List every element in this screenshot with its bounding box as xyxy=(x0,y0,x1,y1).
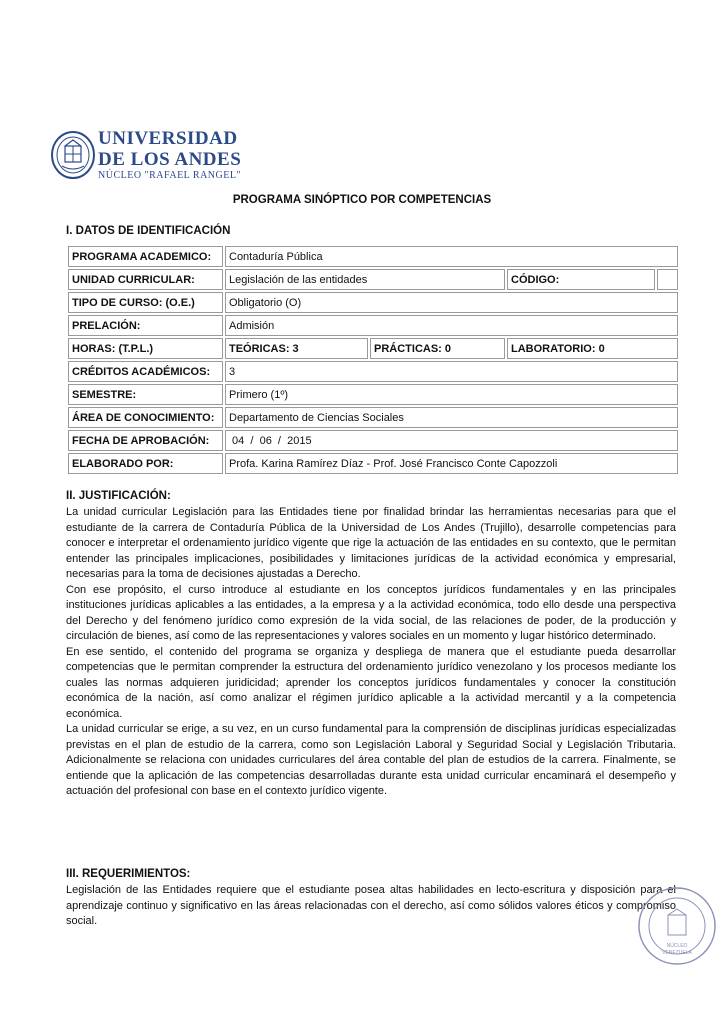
creditos-value: 3 xyxy=(225,361,678,382)
table-row xyxy=(68,315,678,336)
justificacion-paragraph: Con ese propósito, el curso introduce al estudiante en los conceptos jurídicos fundamentales y en las principales instituciones jurídicas aplicables a las entidades, a la empresa y a la actividad económica, todo ello desde una perspectiva del Derecho y del fenómeno jurídico como expresión de la vida social, de las relaciones de poder, de la producción y circulación de bienes, así como de las representaciones y valores sociales en un momento y lugar histórico determinado. xyxy=(66,583,676,642)
unidad-label: UNIDAD CURRICULAR: xyxy=(68,269,223,290)
codigo-value xyxy=(657,269,678,290)
codigo-label: CÓDIGO: xyxy=(507,269,655,290)
university-campus: NÚCLEO "RAFAEL RANGEL" xyxy=(98,170,242,181)
section-requerimientos-title: III. REQUERIMIENTOS: xyxy=(66,868,191,880)
justificacion-body xyxy=(66,505,676,800)
creditos-label: CRÉDITOS ACADÉMICOS: xyxy=(68,361,223,382)
unidad-value: Legislación de las entidades xyxy=(225,269,505,290)
fecha-label: FECHA DE APROBACIÓN: xyxy=(68,430,223,451)
teoricas-cell: TEÓRICAS: 3 xyxy=(225,338,368,359)
document-title: PROGRAMA SINÓPTICO POR COMPETENCIAS xyxy=(232,194,492,206)
fecha-value: 04 / 06 / 2015 xyxy=(225,430,678,451)
svg-text:NÚCLEO: NÚCLEO xyxy=(666,943,688,949)
justificacion-paragraph: En ese sentido, el contenido del programa se organiza y despliega de manera que el estudiante pueda desarrollar competencias que le permitan comprender la estructura del ordenamiento jurídico venezolano y los procesos mediante los cuales las normas adquieren juridicidad; aprender los conceptos jurídicos fundamentales y conocer la constitución económica de la nación, así como analizar el régimen jurídico aplicable a la actividad mercantil y a la competencia económica. xyxy=(66,645,676,720)
semestre-value: Primero (1º) xyxy=(225,384,678,405)
university-crest-icon xyxy=(50,130,96,180)
table-row xyxy=(68,292,678,313)
university-logo xyxy=(50,128,250,184)
area-value: Departamento de Ciencias Sociales xyxy=(225,407,678,428)
table-row xyxy=(68,246,678,267)
area-label: ÁREA DE CONOCIMIENTO: xyxy=(68,407,223,428)
justificacion-paragraph: La unidad curricular se erige, a su vez, en un curso fundamental para la comprensión de disciplinas jurídicas especializadas previstas en el plan de estudio de la carrera, como son Legislación Laboral y Seguridad Social y Legislación Tributaria. Adicionalmente se relaciona con unidades curriculares del área contable del plan de estudios de la carrera. Finalmente, se entiende que la aplicación de las competencias desarrolladas durante esta unidad curricular encaminará el desempeño y actuación del profesional con base en el contexto jurídico vigente. xyxy=(66,723,676,797)
university-name xyxy=(98,128,241,182)
table-row xyxy=(68,269,678,290)
table-row xyxy=(68,453,678,474)
programa-label: PROGRAMA ACADEMICO: xyxy=(68,246,223,267)
section-identification-title: I. DATOS DE IDENTIFICACIÓN xyxy=(66,225,231,237)
university-name-line1: UNIVERSIDAD xyxy=(98,128,238,149)
laboratorio-cell: LABORATORIO: 0 xyxy=(507,338,678,359)
elaborado-label: ELABORADO POR: xyxy=(68,453,223,474)
tipo-label: TIPO DE CURSO: (O.E.) xyxy=(68,292,223,313)
programa-value: Contaduría Pública xyxy=(225,246,678,267)
table-row xyxy=(68,361,678,382)
prelacion-label: PRELACIÓN: xyxy=(68,315,223,336)
table-row xyxy=(68,384,678,405)
practicas-cell: PRÁCTICAS: 0 xyxy=(370,338,505,359)
table-row xyxy=(68,407,678,428)
university-seal-stamp-icon xyxy=(636,885,718,967)
elaborado-value: Profa. Karina Ramírez Díaz - Prof. José Francisco Conte Capozzoli xyxy=(225,453,678,474)
semestre-label: SEMESTRE: xyxy=(68,384,223,405)
justificacion-paragraph: La unidad curricular Legislación para las Entidades tiene por finalidad brindar las herramientas necesarias para que el estudiante de la carrera de Contaduría Pública de la Universidad de Los Andes (Trujillo), desarrolle competencias para conocer e interpretar el ordenamiento jurídico vigente que rige la actuación de las entidades en su contexto, que le permitan entender las principales implicaciones, posibilidades y limitaciones jurídicas de la actividad económica y empresarial, necesarias para la toma de decisiones ajustadas a Derecho. xyxy=(66,506,676,580)
table-row xyxy=(68,338,678,359)
prelacion-value: Admisión xyxy=(225,315,678,336)
svg-text:VENEZUELA: VENEZUELA xyxy=(662,950,692,956)
identification-table xyxy=(66,244,680,476)
university-name-line2: DE LOS ANDES xyxy=(98,149,242,170)
table-row xyxy=(68,430,678,451)
requerimientos-paragraph: Legislación de las Entidades requiere que el estudiante posea altas habilidades en lecto-escritura y disposición para el aprendizaje continuo y significativo en las áreas relacionadas con el derecho, así como sólidos valores éticos y compromiso social. xyxy=(66,884,676,927)
horas-label: HORAS: (T.P.L.) xyxy=(68,338,223,359)
section-justificacion-title: II. JUSTIFICACIÓN: xyxy=(66,490,171,502)
tipo-value: Obligatorio (O) xyxy=(225,292,678,313)
